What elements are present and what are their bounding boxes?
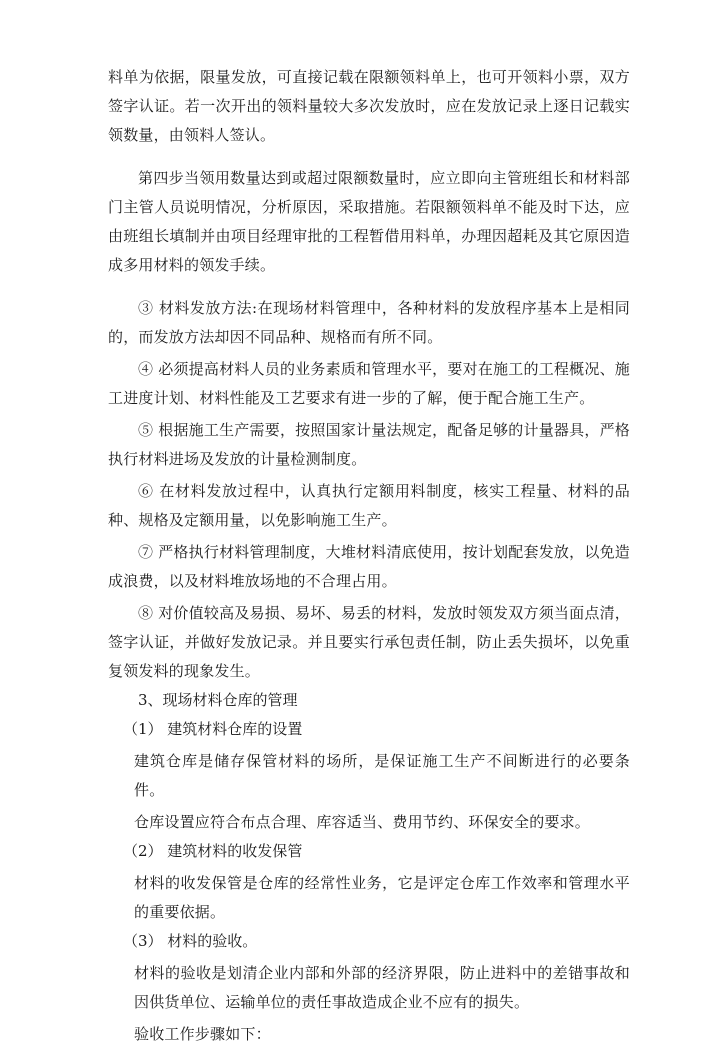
paragraph-item-4-staff-quality: ④ 必须提高材料人员的业务素质和管理水平，要对在施工的工程概况、施工进度计划、材料性能及工艺要求有进一步的了解，便于配合施工生产。 xyxy=(108,360,630,407)
paragraph-step-four: 第四步当领用数量达到或超过限额数量时，应立即向主管班组长和材料部门主管人员说明情况，分析原因，采取措施。若限额领料单不能及时下达，应由班组长填制并由项目经理审批的工程暂借用料单，办理因超耗及其它原因造成多用材料的领发手续。 xyxy=(108,169,630,274)
subheading-receiving-storage: （2） 建筑材料的收发保管 xyxy=(123,842,303,860)
document-body xyxy=(108,63,630,1049)
paragraph-warehouse-definition: 建筑仓库是储存保管材料的场所，是保证施工生产不间断进行的必要条件。 xyxy=(134,752,630,799)
paragraph-warehouse-requirements: 仓库设置应符合布点合理、库容适当、费用节约、环保安全的要求。 xyxy=(134,813,591,831)
paragraph-item-6-quota: ⑥ 在材料发放过程中，认真执行定额用料制度，核实工程量、材料的品种、规格及定额用量，以免影响施工生产。 xyxy=(108,482,630,529)
subheading-acceptance: （3） 材料的验收。 xyxy=(123,932,258,950)
paragraph-acceptance-steps: 验收工作步骤如下： xyxy=(134,1025,271,1043)
paragraph-receiving-storage: 材料的收发保管是仓库的经常性业务，它是评定仓库工作效率和管理水平的重要依据。 xyxy=(134,874,630,921)
paragraph-item-8-valuable-materials: ⑧ 对价值较高及易损、易坏、易丢的材料，发放时领发双方须当面点清，签字认证，并做好发放记录。并且要实行承包责任制，防止丢失损坏，以免重复领发料的现象发生。 xyxy=(108,604,630,680)
paragraph-item-7-management: ⑦ 严格执行材料管理制度，大堆材料清底使用，按计划配套发放，以免造成浪费，以及材料堆放场地的不合理占用。 xyxy=(108,543,630,590)
paragraph-item-5-metering: ⑤ 根据施工生产需要，按照国家计量法规定，配备足够的计量器具，严格执行材料进场及发放的计量检测制度。 xyxy=(108,421,630,468)
subheading-warehouse-setup: （1） 建筑材料仓库的设置 xyxy=(123,720,303,738)
paragraph-limit-issue-continued: 料单为依据，限量发放，可直接记载在限额领料单上，也可开领料小票，双方签字认证。若一次开出的领料量较大多次发放时，应在发放记录上逐日记载实领数量，由领料人签认。 xyxy=(108,68,630,144)
paragraph-acceptance-definition: 材料的验收是划清企业内部和外部的经济界限，防止进料中的差错事故和因供货单位、运输单位的责任事故造成企业不应有的损失。 xyxy=(134,964,630,1011)
paragraph-item-3-issue-method: ③ 材料发放方法:在现场材料管理中，各种材料的发放程序基本上是相同的，而发放方法却因不同品种、规格而有所不同。 xyxy=(108,299,630,346)
section-heading-warehouse-management: 3、现场材料仓库的管理 xyxy=(138,691,298,709)
